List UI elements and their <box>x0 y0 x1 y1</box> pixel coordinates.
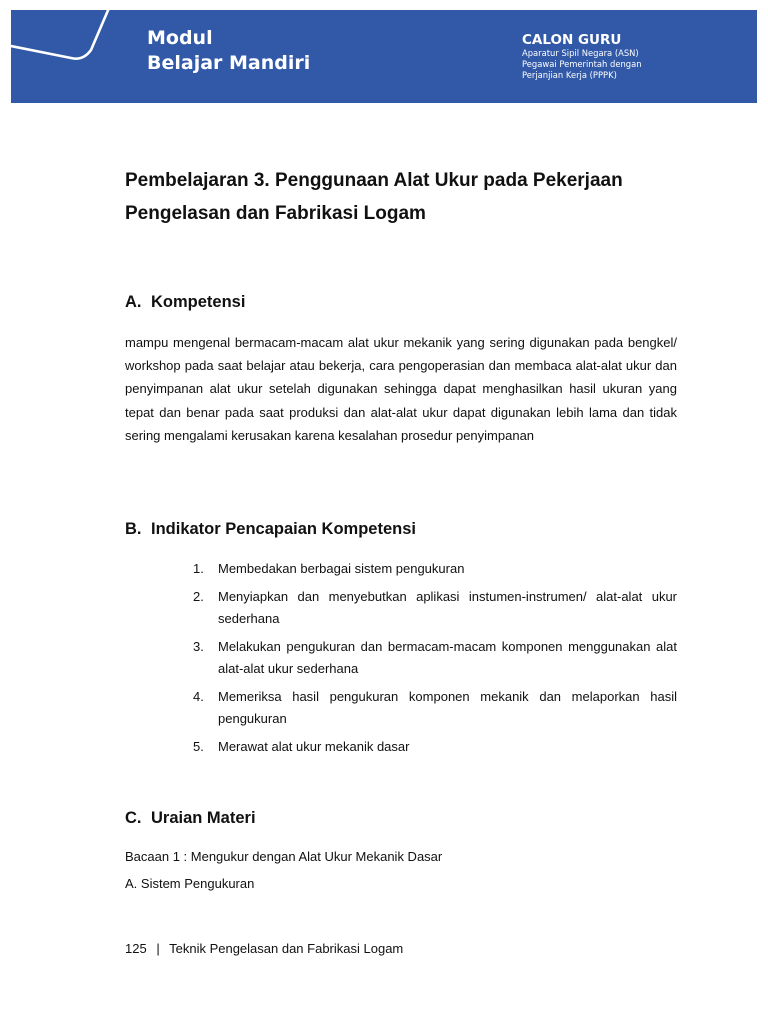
calon-guru-sub-1: Aparatur Sipil Negara (ASN) <box>522 48 639 58</box>
section-b-heading <box>125 520 416 539</box>
calon-guru-sub-2: Pegawai Pemerintah dengan <box>522 59 642 69</box>
section-b-title: Indikator Pencapaian Kompetensi <box>151 520 416 538</box>
section-b-letter: B. <box>125 520 142 538</box>
section-c-title: Uraian Materi <box>151 809 256 827</box>
header-banner <box>11 10 757 103</box>
list-item-number: 1. <box>193 561 204 576</box>
calon-guru-title: CALON GURU <box>522 32 622 48</box>
list-item-number: 5. <box>193 738 204 754</box>
list-item <box>193 558 677 581</box>
brand-line-1: Modul <box>147 27 213 49</box>
page-title-line-1: Pembelajaran 3. Penggunaan Alat Ukur pada Pekerjaan <box>125 170 623 191</box>
list-item-text: Menyiapkan dan menyebutkan aplikasi instumen-instrumen/ alat-alat ukur sederhana <box>218 588 677 626</box>
page-number: 125 <box>125 941 147 956</box>
list-item <box>193 586 677 631</box>
list-item <box>193 636 677 681</box>
competency-paragraph: mampu mengenal bermacam-macam alat ukur mekanik yang sering digunakan pada bengkel/ workshop pada saat belajar atau bekerja, cara pengoperasian dan membaca alat-alat ukur dan penyimpanan alat ukur setelah digunakan sehingga dapat menghasilkan hasil ukuran yang tepat dan benar pada saat produksi dan alat-alat ukur dapat digunakan lebih lama dan tidak sering mengalami kerusakan karena kesalahan prosedur penyimpanan <box>125 335 677 443</box>
page-title-line-2: Pengelasan dan Fabrikasi Logam <box>125 203 426 224</box>
list-item-text: Membedakan berbagai sistem pengukuran <box>218 561 465 576</box>
section-a-heading <box>125 293 245 312</box>
calon-guru-block <box>522 32 642 81</box>
list-item-text: Merawat alat ukur mekanik dasar <box>218 738 410 754</box>
list-item-number: 3. <box>193 638 204 654</box>
section-c-heading <box>125 809 256 828</box>
page-title <box>125 164 705 230</box>
section-a-letter: A. <box>125 293 142 311</box>
reading-title: Bacaan 1 : Mengukur dengan Alat Ukur Mekanik Dasar <box>125 849 443 864</box>
indicator-list <box>193 558 677 763</box>
list-item-text: Melakukan pengukuran dan bermacam-macam komponen menggunakan alat alat-alat ukur sederhana <box>218 638 677 676</box>
list-item <box>193 686 677 731</box>
footer-separator: | <box>156 941 160 956</box>
section-c-letter: C. <box>125 809 142 827</box>
list-item <box>193 736 677 759</box>
page-footer <box>125 941 403 956</box>
calon-guru-sub-3: Perjanjian Kerja (PPPK) <box>522 70 617 80</box>
brand-line-2: Belajar Mandiri <box>147 52 311 74</box>
brand-title <box>147 26 310 76</box>
list-item-number: 4. <box>193 688 204 704</box>
section-a-title: Kompetensi <box>151 293 246 311</box>
list-item-text: Memeriksa hasil pengukuran komponen mekanik dan melaporkan hasil pengukuran <box>218 688 677 726</box>
footer-book-title: Teknik Pengelasan dan Fabrikasi Logam <box>169 941 404 956</box>
list-item-number: 2. <box>193 588 204 604</box>
subsection-title: A. Sistem Pengukuran <box>125 876 255 891</box>
header-curve-decoration <box>11 10 141 103</box>
